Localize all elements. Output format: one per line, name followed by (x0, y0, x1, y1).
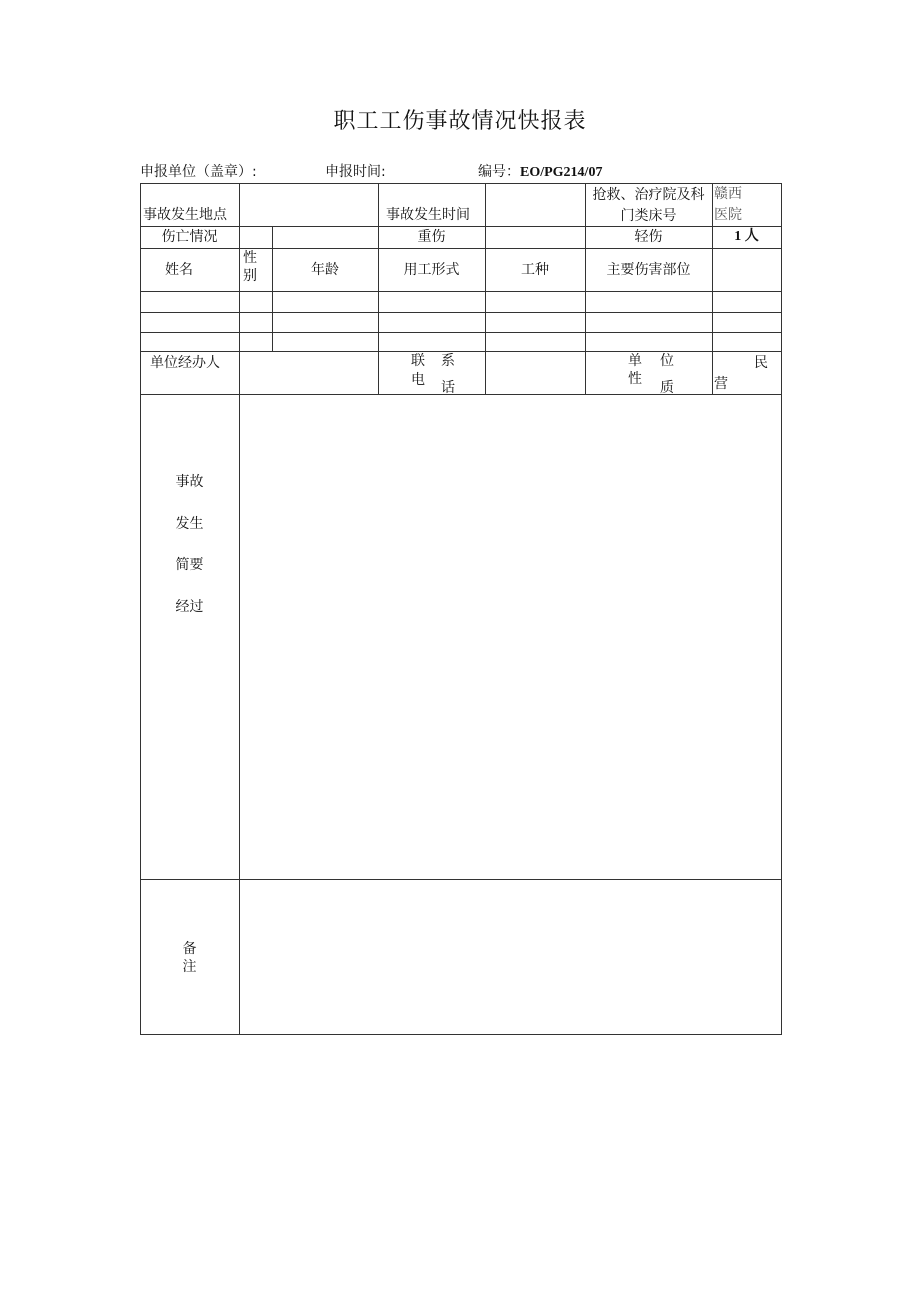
phone-char-2: 系 (441, 353, 455, 369)
col-employment: 用工形式 (403, 262, 460, 278)
serious-injury-label: 重伤 (417, 229, 446, 245)
form-code (478, 161, 602, 181)
col-job: 工种 (521, 262, 549, 278)
report-time-label: 申报时间: (325, 164, 386, 180)
col-injury-part: 主要伤害部位 (606, 262, 691, 278)
location-label: 事故发生地点 (143, 207, 227, 223)
rescue-hospital-label-1: 抢救、治疗院及科 (592, 187, 705, 203)
handler-label: 单位经办人 (150, 355, 220, 371)
nature-char-2: 位 (660, 353, 674, 369)
col-age: 年龄 (311, 262, 339, 278)
process-label-1: 事故 (175, 474, 204, 490)
code-value: EO/PG214/07 (520, 165, 603, 180)
process-label-3: 简要 (175, 557, 204, 573)
phone-char-3: 电 (411, 372, 425, 388)
col-gender-2: 别 (243, 268, 257, 284)
process-label-4: 经过 (175, 599, 204, 615)
nature-char-4: 质 (660, 380, 674, 396)
rescue-hospital-value-2: 医院 (714, 208, 742, 223)
nature-value-2: 营 (714, 376, 728, 392)
col-gender-1: 性 (243, 250, 257, 266)
minor-injury-label: 轻伤 (634, 229, 663, 245)
phone-char-4: 话 (441, 380, 455, 396)
code-label: 编号： (478, 164, 520, 180)
occurrence-time-label: 事故发生时间 (386, 207, 470, 223)
phone-char-1: 联 (411, 353, 425, 369)
rescue-hospital-value-1: 赣西 (714, 187, 742, 202)
nature-char-1: 单 (628, 353, 642, 369)
unit-label: 申报单位（盖章）: (140, 164, 257, 180)
minor-injury-value: 1 人 (734, 229, 759, 244)
rescue-hospital-label-2: 门类床号 (620, 208, 677, 224)
remarks-label-2: 注 (182, 959, 197, 975)
casualty-label: 伤亡情况 (161, 229, 218, 245)
form-title: 职工工伤事故情况快报表 (333, 109, 587, 134)
nature-value-1: 民 (754, 355, 768, 371)
col-name: 姓名 (165, 262, 193, 278)
remarks-label-1: 备 (182, 941, 197, 957)
nature-char-3: 性 (628, 371, 642, 387)
process-label-2: 发生 (175, 516, 204, 532)
